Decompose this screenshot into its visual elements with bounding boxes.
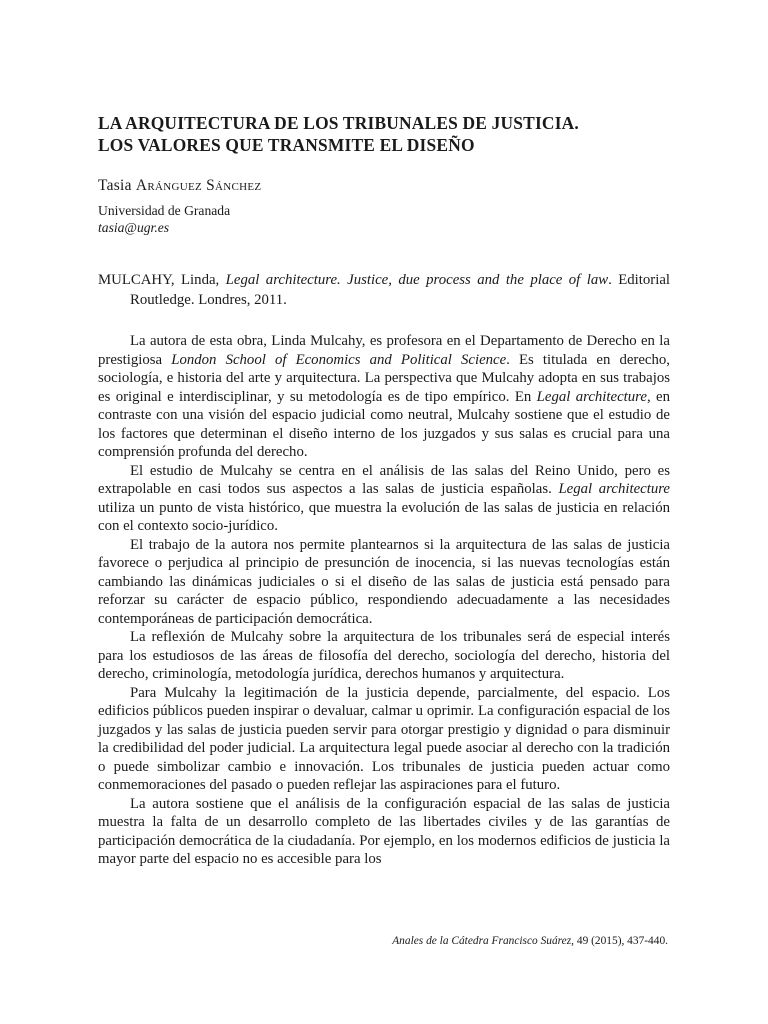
review-body — [98, 332, 670, 869]
page-footer — [392, 934, 668, 948]
p2-text-a: El estudio de Mulcahy se centra en el análisis de las salas del Reino Unido, pero es extrapolable en casi todos sus aspectos a las salas de justicia españolas. — [98, 462, 670, 497]
title-line-2: LOS VALORES QUE TRANSMITE EL DISEÑO — [98, 135, 475, 155]
citation-book-title: Legal architecture. Justice, due process and the place of law — [225, 272, 609, 288]
author-last-name: Aránguez Sánchez — [135, 177, 262, 194]
footer-journal: Anales de la Cátedra Francisco Suárez, — [392, 935, 575, 947]
paragraph-5: Para Mulcahy la legitimación de la justicia depende, parcialmente, del espacio. Los edificios públicos pueden inspirar o devaluar, calmar u oprimir. La configuración espacial de los juzgados y las salas de justicia pueden servir para otorgar prestigio y dignidad o para disminuir la credibilidad del poder judicial. La arquitectura legal puede asociar al derecho con la tradición o puede simbolizar cambio e innovación. Los tribunales de justicia pueden actuar como conmemoraciones del pasado o pueden reflejar las aspiraciones para el futuro. — [98, 684, 670, 793]
paragraph-2 — [98, 462, 670, 536]
paragraph-4: La reflexión de Mulcahy sobre la arquitectura de los tribunales será de especial interés para los estudiosos de las áreas de filosofía del derecho, sociología del derecho, historia del derecho, criminología, metodología jurídica, derechos humanos y arquitectura. — [98, 629, 670, 682]
p2-book-title: Legal architecture — [558, 481, 670, 497]
paragraph-6: La autora sostiene que el análisis de la configuración espacial de las salas de justicia muestra la falta de un desarrollo completo de las libertades civiles y de las garantías de participación democrática de la ciudadanía. Por ejemplo, en los modernos edificios de justicia la mayor parte del espacio no es accesible para los — [98, 795, 670, 867]
p1-text-a: La autora de esta obra, Linda Mulcahy, es profesora en el Departamento de Derecho en la prestigiosa — [98, 333, 670, 368]
title-line-1: LA ARQUITECTURA DE LOS TRIBUNALES DE JUSTICIA. — [98, 113, 579, 133]
author-email: tasia@ugr.es — [98, 220, 170, 235]
paragraph-3: El trabajo de la autora nos permite plantearnos si la arquitectura de las salas de justicia favorece o perjudica al principio de presunción de inocencia, si las nuevas tecnologías están cambiando las dinámicas judiciales o si el diseño de las salas de justicia está pensado para reforzar su carácter de espacio público, respondiendo adecuadamente a las necesidades contemporáneas de participación democrática. — [98, 536, 670, 627]
author-first-name: Tasia — [98, 177, 132, 194]
p1-institution-name: London School of Economics and Political Science — [171, 351, 507, 368]
p2-text-c: utiliza un punto de vista histórico, que muestra la evolución de las salas de justicia en relación con el contexto socio-jurídico. — [98, 499, 670, 534]
institution: Universidad de Granada — [98, 203, 231, 218]
article-page — [98, 112, 670, 869]
author-name — [98, 176, 670, 196]
footer-details: 49 (2015), 437-440. — [574, 935, 668, 947]
author-affiliation — [98, 202, 670, 236]
p1-book-title: Legal architecture — [536, 388, 647, 405]
citation-author: MULCAHY, Linda, — [98, 272, 226, 288]
paragraph-1 — [98, 332, 670, 462]
book-citation — [98, 270, 670, 310]
p1-text-c: . Es titulada en derecho, sociología, e historia del arte y arquitectura. La perspectiva que Mulcahy adopta en sus trabajos es original e interdisciplinar, y su metodología es de tipo empírico. En — [98, 351, 670, 405]
p1-text-e: , en contraste con una visión del espacio judicial como neutral, Mulcahy sostiene que el estudio de los factores que determinan el diseño interno de los juzgados y sus salas es crucial para una comprensión profunda del derecho. — [98, 388, 670, 460]
article-title — [98, 112, 670, 156]
citation-publisher: . Editorial Routledge. Londres, 2011. — [130, 272, 671, 308]
